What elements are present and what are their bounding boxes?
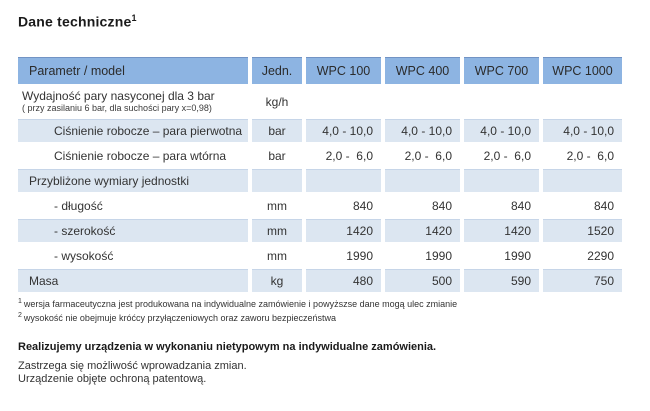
value-cell: 1420 [464,219,539,242]
row-height [18,244,622,267]
page-title-superscript: 1 [131,13,137,23]
value-cell: 840 [510,198,531,213]
value-cell: 2,0 - 6,0 [566,148,614,163]
footnote-2-marker: 2 [18,312,22,319]
value-cell: 500 [385,269,460,292]
page-title [18,13,137,30]
value-cell: 2290 [587,248,614,263]
value-cell: 750 [543,269,622,292]
footnote-1-marker: 1 [18,298,22,305]
value-cell: 590 [464,269,539,292]
param-cell: Masa [18,269,248,292]
page-title-text: Dane techniczne [18,13,132,30]
row-width [18,219,622,242]
param-column-header: Parametr / model [18,57,248,84]
unit-column-header: Jedn. [252,57,302,84]
model-header-wpc-700: WPC 700 [464,57,539,84]
value-cell: 4,0 - 10,0 [385,119,460,142]
model-header-wpc-1000: WPC 1000 [543,57,622,84]
footnote-2 [18,310,457,324]
param-cell: Przybliżone wymiary jednostki [18,169,248,192]
value-cell: 1990 [504,248,531,263]
value-cell: 1990 [425,248,452,263]
row-steam-capacity [18,86,622,117]
value-cell: 1420 [385,219,460,242]
value-cell: 2,0 - 6,0 [404,148,452,163]
value-cell: 1990 [346,248,373,263]
model-header-wpc-400: WPC 400 [385,57,460,84]
unit-cell [252,169,302,192]
value-cell: 840 [593,198,614,213]
value-cell: 480 [306,269,381,292]
value-cell: 1420 [306,219,381,242]
param-cell: - szerokość [18,219,248,242]
value-cell: 2,0 - 6,0 [325,148,373,163]
model-header-wpc-100: WPC 100 [306,57,381,84]
patent-note: Urządzenie objęte ochroną patentową. [18,373,207,385]
value-cell: 840 [431,198,452,213]
value-cell: 4,0 - 10,0 [306,119,381,142]
param-cell: - długość [54,198,103,213]
value-cell: 840 [352,198,373,213]
unit-cell: mm [267,198,287,213]
param-cell: Ciśnienie robocze – para pierwotna [18,119,248,142]
table-header-row [18,57,622,84]
row-mass [18,269,622,292]
unit-cell: kg/h [265,94,289,109]
footnote-1-text: wersja farmaceutyczna jest produkowana na indywidualne zamówienie i powyższse dane mogą ulec zmianie [23,299,458,309]
value-cell: 1520 [543,219,622,242]
unit-cell: bar [268,148,286,163]
row-length [18,194,622,217]
param-sublabel: ( przy zasilaniu 6 bar, dla suchości pary x=0,98) [22,103,212,113]
param-cell: Ciśnienie robocze – para wtórna [54,148,227,163]
unit-cell: bar [252,119,302,142]
custom-order-note: Realizujemy urządzenia w wykonaniu nietypowym na indywidualne zamówienia. [18,341,437,353]
footnotes [18,296,457,324]
value-cell [543,86,622,117]
bottom-notes [18,360,247,386]
value-cell [464,169,539,192]
value-cell: 4,0 - 10,0 [464,119,539,142]
unit-cell: mm [252,219,302,242]
value-cell [306,169,381,192]
changes-reserved-note: Zastrzega się możliwość wprowadzania zmian. [18,360,247,372]
value-cell [306,86,381,117]
param-cell: - wysokość [54,248,114,263]
row-dimensions-section [18,169,622,192]
value-cell [385,169,460,192]
param-cell [18,86,248,117]
unit-cell: kg [252,269,302,292]
row-primary-steam-pressure [18,119,622,142]
value-cell: 4,0 - 10,0 [543,119,622,142]
value-cell [385,86,460,117]
row-secondary-steam-pressure [18,144,622,167]
footnote-1 [18,296,457,310]
unit-cell: mm [267,248,287,263]
value-cell [464,86,539,117]
value-cell: 2,0 - 6,0 [483,148,531,163]
param-label: Wydajność pary nasyconej dla 3 bar [22,89,215,103]
footnote-2-text: wysokość nie obejmuje króćcy przyłączeniowych oraz zaworu bezpieczeństwa [23,313,337,323]
technical-data-table [14,55,626,294]
value-cell [543,169,622,192]
